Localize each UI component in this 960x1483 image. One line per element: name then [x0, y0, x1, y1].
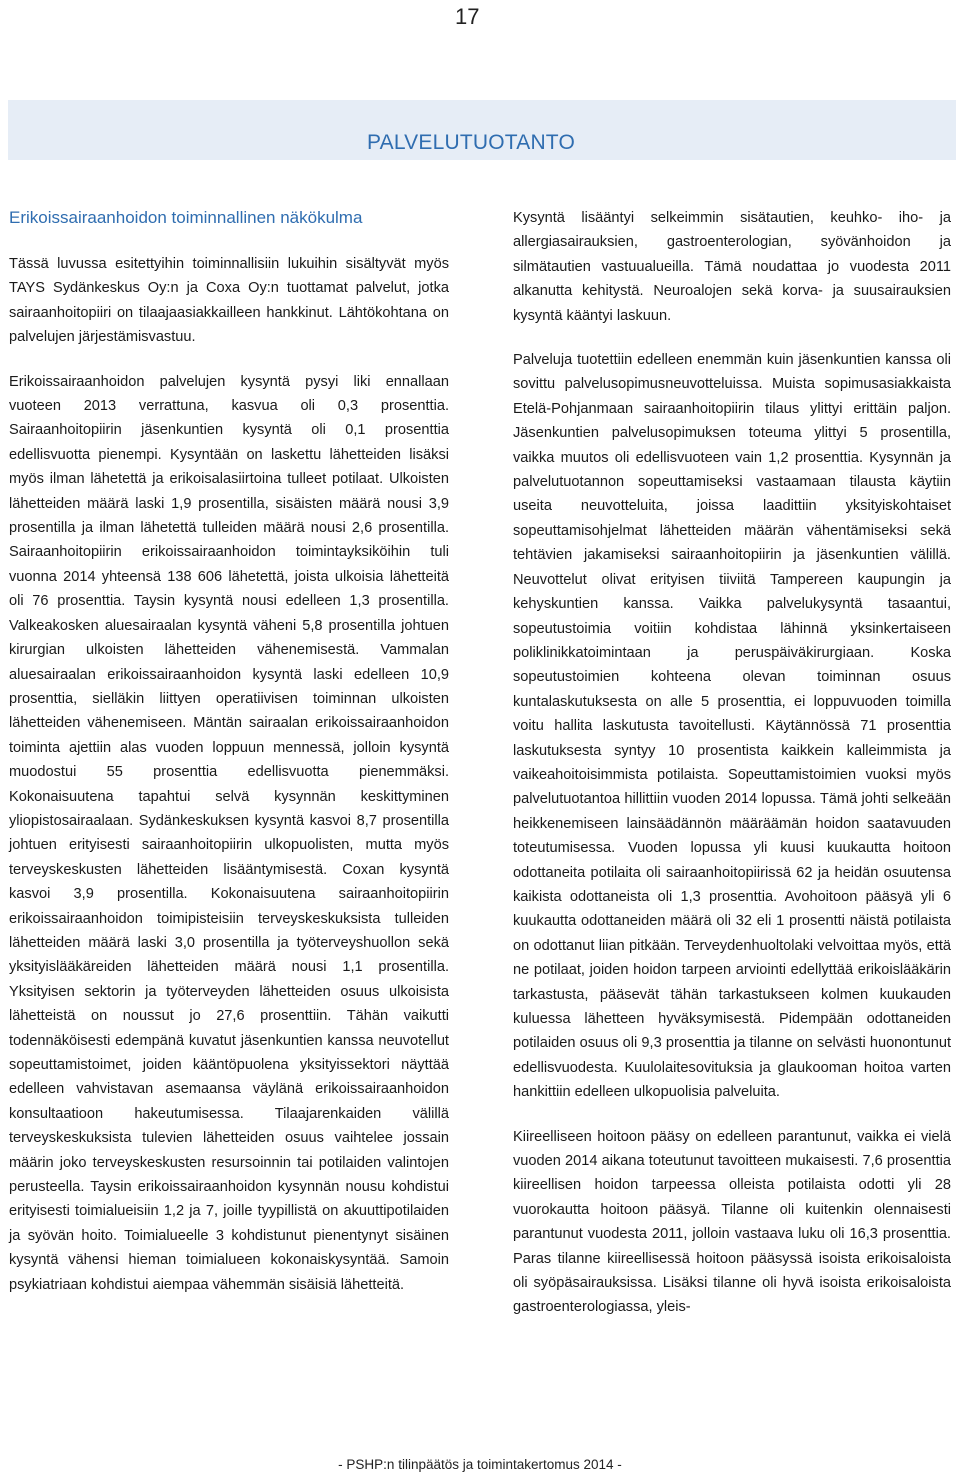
urgent-care-paragraph: Kiireelliseen hoitoon pääsy on edelleen parantunut, vaikka ei vielä vuoden 2014 aikana toteutunut tavoitteen mukaisesti. 7,6 prosenttia kiireellisen hoidon tarpeessa olleista potilaista odotti yli 28 vuorokautta hoitoon pääsyä. Tilanne oli kuitenkin olennaisesti parantunut vuodesta 2011, jolloin vastaava luku oli 16,3 prosenttia. Paras tilanne kiireellisessä hoitoon pääsyssä isoista erikoisaloista oli syöpäsairauksissa. Lisäksi tilanne oli hyvä isoista erikoisaloista gastroenterologiassa, yleis-: [513, 1128, 951, 1316]
page-number: 17: [455, 4, 480, 29]
demand-paragraph: Erikoissairaanhoidon palvelujen kysyntä pysyi liki ennallaan vuoteen 2013 verrattuna, kasvua oli 0,3 prosenttia. Sairaanhoitopiirin jäsenkuntien kysyntä oli 0,1 prosenttia edellisvuotta pienempi. Kysyntään on laskettu lähetteiden lisäksi myös ilman lähetettä ja erikoisalasiirtoina tulleet potilaat. Ulkoisten lähetteiden määrä laski 1,9 prosentilla, sisäisten määrä nousi 3,9 prosentilla ja ilman lähetettä tulleiden määrä nousi 2,6 prosentilla. Sairaanhoitopiirin erikoissairaanhoidon toimintayksiköihin tuli vuonna 2014 yhteensä 138 606 lähetettä, joista ulkoisia lähetteitä oli 76 prosenttia. Taysin kysyntä nousi edelleen 1,3 prosentilla. Valkeakosken aluesairaalan kysyntä väheni 5,8 prosentilla johtuen kirurgian ulkoisten lähetteiden vähenemisestä. Vammalan aluesairaalan erikoissairaanhoidon kysyntä laski edelleen 10,9 prosenttia, sielläkin liittyen operatiivisen toiminnan ulkoisten lähetteiden vähenemiseen. Mäntän sairaalan erikoissairaanhoidon toiminta ajettiin alas vuoden loppuun mennessä, jolloin kysyntä muodostui 55 prosenttia edellisvuotta pienemmäksi. Kokonaisuutena tapahtui selvä kysynnän keskittyminen yliopistosairaalaan. Sydänkeskuksen kysyntä kasvoi 8,7 prosentilla johtuen erityisesti sairaanhoitopiirin ulkopuolisten, mutta myös terveyskeskusten lähetteiden lisääntymisestä. Coxan kysyntä kasvoi 3,9 prosentilla. Kokonaisuutena sairaanhoitopiirin erikoissairaanhoidon toimipisteisiin terveyskeskuksista tulleiden lähetteiden määrä laski 3,0 prosentilla ja työterveyshuollon sekä yksityislääkäreiden lähetteiden määrä nousi 1,1 prosentilla. Yksityisen sektorin ja työterveyden lähetteiden osuus ulkoisista lähetteistä on noussut jo 27,6 prosenttiin. Tähän vaikutti todennäköisesti edempänä kuvatut jäsenkuntien kanssa neuvotellut sopeuttamistoimet, joiden kääntöpuolena yksityissektori näyttää edelleen vahvistavan asemaansa väylänä erikoissairaanhoidon konsultaatioon hakeutumisessa. Tilaajarenkaiden välillä terveyskeskuksista tulevien lähetteiden osuus vaihtelee jossain määrin joko terveyskeskusten resursoinnin tai potilaiden valintojen perusteella. Taysin erikoissairaanhoidon kysynnän nousu kohdistui erityisesti toimialueisiin 1,2 ja 7, joille tyypillistä on akuuttipotilaiden ja syövän hoito. Toimialueelle 3 kohdistunut pienentynyt sisäinen kysyntä vähensi hieman toimialueen kokonaiskysyntää. Samoin psykiatriaan kohdistui aiempaa vähemmän sisäisiä lähetteitä.: [9, 373, 449, 1293]
banner-title: PALVELUTUOTANTO: [367, 131, 575, 154]
intro-paragraph: Tässä luvussa esitettyihin toiminnallisiin lukuihin sisältyvät myös TAYS Sydänkeskus Oy:n ja Coxa Oy:n tuottamat palvelut, jotka sairaanhoitopiiri on tilaajaasiakkailleen hankkinut. Lähtökohtana on palvelujen järjestämisvastuu.: [9, 256, 449, 346]
left-column: [9, 206, 449, 1297]
service-production-paragraph: Palveluja tuotettiin edelleen enemmän kuin jäsenkuntien kanssa oli sovittu palvelusopimusneuvotteluissa. Muista sopimusasiakkaista Etelä-Pohjanmaan sairaanhoitopiirin tilaus ylittyi erittäin paljon. Jäsenkuntien palvelusopimuksen toteuma ylittyi 5 prosentilla, vaikka muutos oli edellisvuoteen vain 1,2 prosenttia. Kysynnän ja palvelutuotannon sopeuttamiseksi vastaamaan tilausta käytiin useita neuvotteluita, joissa laadittiin yksityiskohtaiset sopeuttamisohjelmat lähetteiden määrän vähentämiseksi sekä tehtävien jakamiseksi sairaanhoitopiirin ja jäsenkuntien välillä. Neuvottelut olivat erityisen tiiviitä Tampereen kaupungin ja kehyskuntien kanssa. Vaikka palvelukysyntä tasaantui, sopeutustoimia voitiin kohdistaa lähinnä yksinkertaiseen poliklinikkatoimintaan ja peruspäiväkirurgiaan. Koska sopeutustoimien kohteena olevan toiminnan osuus kuntalaskutuksesta on alle 5 prosenttia, ei loppuvuoden toimilla voitu hallita laskutusta tavoitellusti. Käytännössä 71 prosenttia laskutuksesta syntyy 10 prosentista kaikkein kalleimmista ja vaikeahoitoisimmista potilaista. Sopeuttamistoimien vuoksi myös palvelutuotantoa hillittiin vuoden 2014 lopussa. Tämä johti selkeään heikkenemiseen lainsäädännön määräämän hoidon saatavuuden toteutumisessa. Vuoden lopussa yli kuusi kuukautta hoitoon odottaneita potilaita oli sairaanhoitopiirissä 62 ja heidän osuutensa kaikista odottaneista oli 1,3 prosenttia. Avohoitoon pääsyä yli 6 kuukautta odottaneiden määrä oli 32 eli 1 prosentti näistä potilaista on odottanut liian pitkään. Terveydenhuoltolaki velvoittaa myös, että ne potilaat, joiden hoidon tarpeen arviointi edellyttää erikoislääkärin tarkastusta, pääsevät tähän tarkastukseen kolmen kuukauden kuluessa lähetteen hyväksymisestä. Pidempään odottaneiden potilaiden osuus oli 9,3 prosenttia ja tilanne on selvästi huonontunut edellisvuodesta. Kuulolaitesovituksia ja glaukooman hoitoa varten hankittiin edelleen ulkopuolisia palveluita.: [513, 352, 951, 1101]
section-heading: Erikoissairaanhoidon toiminnallinen näkökulma: [9, 208, 363, 227]
right-column: [513, 206, 951, 1320]
demand-areas-paragraph: Kysyntä lisääntyi selkeimmin sisätautien, keuhko- iho- ja allergiasairauksien, gastroenterologian, syövänhoidon ja silmätautien vastuualueilla. Tämä noudattaa jo vuodesta 2011 alkanutta kehitystä. Neuroalojen sekä korva- ja suusairauksien kysyntä kääntyi laskuun.: [513, 210, 951, 324]
page-footer: - PSHP:n tilinpäätös ja toimintakertomus 2014 -: [338, 1457, 622, 1472]
